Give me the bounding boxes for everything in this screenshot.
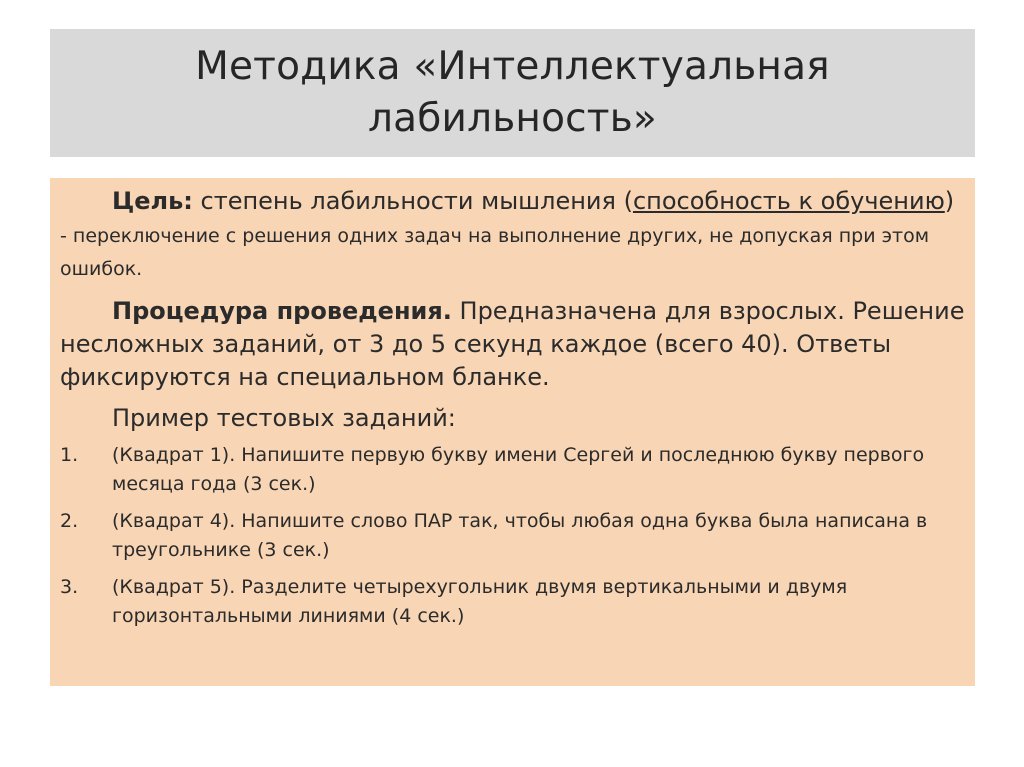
list-item-text: (Квадрат 1). Напишите первую букву имени Сергей и последнюю букву первого месяца года (3 сек.) [112, 444, 925, 495]
list-item-number: 3. [60, 576, 79, 598]
title-band [50, 29, 975, 157]
slide-title-line-1: Методика «Интеллектуальная [195, 44, 830, 89]
procedure-paragraph [60, 295, 965, 394]
goal-label: Цель: [112, 187, 193, 215]
task-list [60, 441, 965, 631]
list-item [60, 441, 965, 499]
list-item-text: (Квадрат 4). Напишите слово ПАР так, чтобы любая одна буква была написана в треугольнике (3 сек.) [112, 510, 928, 561]
list-item-number: 1. [60, 444, 79, 466]
goal-rest-text: - переключение с решения одних задач на выполнение других, не допуская при этом ошибок. [60, 225, 930, 280]
goal-text-after: ) [944, 187, 955, 215]
goal-text-before: степень лабильности мышления ( [192, 187, 633, 215]
list-item-text: (Квадрат 5). Разделите четырехугольник двумя вертикальными и двумя горизонтальными линиями (4 сек.) [112, 576, 848, 627]
goal-paragraph [60, 186, 965, 285]
list-item [60, 507, 965, 565]
goal-underlined-phrase: способность к обучению [632, 187, 945, 215]
slide-title-line-2: лабильность» [368, 96, 657, 141]
procedure-label: Процедура проведения. [112, 297, 452, 325]
content-box [50, 178, 975, 686]
procedure-text: Предназначена для взрослых. Решение несложных заданий, от 3 до 5 секунд каждое (всего 40). Ответы фиксируются на специальном бланке. [60, 297, 965, 391]
list-item [60, 573, 965, 631]
example-heading: Пример тестовых заданий: [112, 404, 456, 432]
list-item-number: 2. [60, 510, 79, 532]
